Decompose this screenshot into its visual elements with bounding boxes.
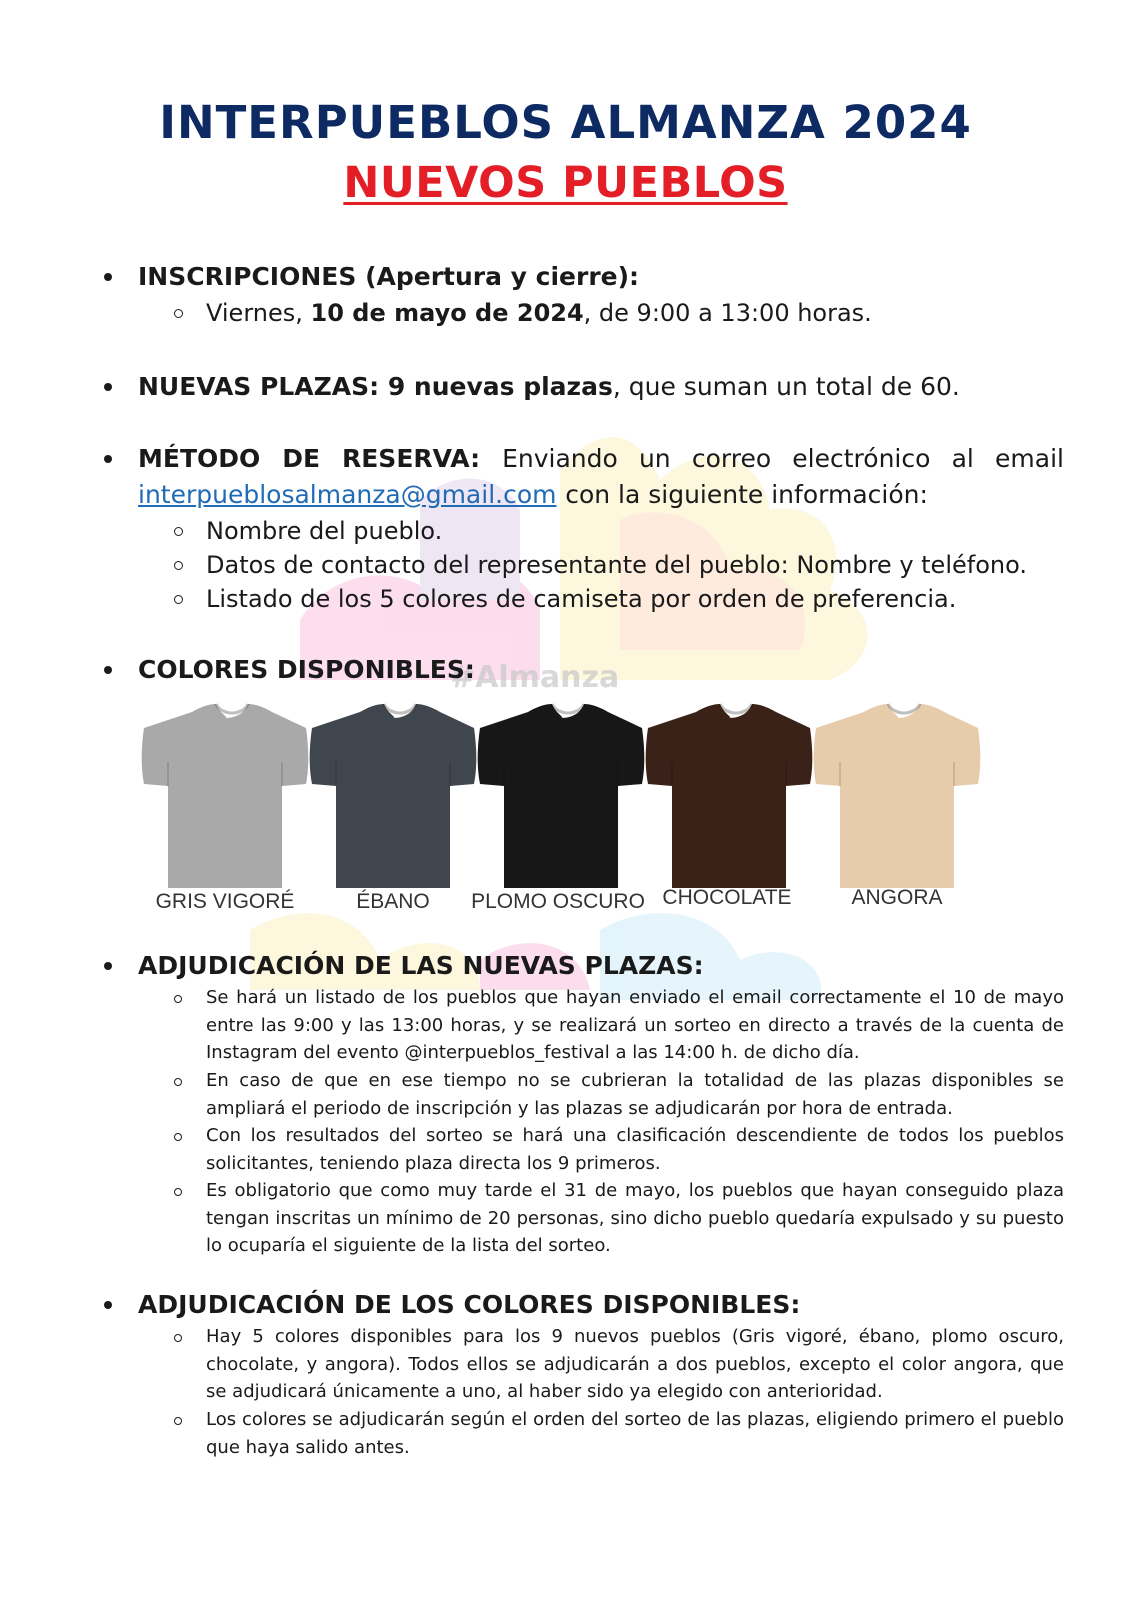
tshirt-icon: [812, 702, 982, 894]
inscripciones-date: 10 de mayo de 2024: [310, 299, 584, 327]
section-adjudicacion-colores: ADJUDICACIÓN DE LOS COLORES DISPONIBLES: Hay 5 colores disponibles para los 9 nuevos pueblos (Gris vigoré, ébano, plomo oscuro, chocolate, y angora). Todos ellos se adjudicarán a dos pueblos, excepto el color angora, que se adjudicará únicamente a uno, al haber sido ya elegido con anterioridad. Los colores se adjudicarán según el orden del sorteo de las plazas, eligiendo primero el pueblo que haya salido antes.: [104, 1287, 1064, 1477]
bullet-icon: [104, 1301, 112, 1309]
tshirt-chocolate: [644, 702, 814, 894]
tshirt-icon: [644, 702, 814, 894]
page-subtitle: NUEVOS PUEBLOS: [343, 158, 788, 208]
tshirt-icon: [140, 702, 310, 894]
tshirt-label: ANGORA: [851, 886, 943, 909]
colores-heading: COLORES DISPONIBLES:: [138, 655, 475, 684]
tshirt-collar: [552, 704, 584, 713]
almanza-watermark-text: #Almanza: [450, 660, 620, 695]
adjudicacion-plazas-heading: ADJUDICACIÓN DE LAS NUEVAS PLAZAS:: [138, 951, 704, 980]
circle-bullet-icon: [174, 595, 183, 604]
tshirt-body: [310, 704, 477, 888]
bullet-icon: [104, 383, 112, 391]
plazas-rest: , que suman un total de 60.: [612, 372, 960, 401]
tshirt-label: PLOMO OSCURO: [471, 890, 645, 913]
tshirt-icon: [476, 702, 646, 894]
tshirt-angora: [812, 702, 982, 894]
bullet-icon: [104, 962, 112, 970]
circle-bullet-icon: [174, 1133, 182, 1141]
section-inscripciones: INSCRIPCIONES (Apertura y cierre): Viernes, 10 de mayo de 2024, de 9:00 a 13:00 horas.: [104, 259, 1064, 339]
tshirt-collar: [384, 704, 416, 713]
section-colores: [104, 652, 1064, 692]
tshirt-collar: [216, 704, 248, 713]
circle-bullet-icon: [174, 1078, 182, 1086]
tshirt-label: ÉBANO: [356, 890, 430, 913]
tshirt-collar: [720, 704, 752, 713]
inscripciones-heading: INSCRIPCIONES (Apertura y cierre):: [138, 262, 640, 291]
section-nuevas-plazas: [104, 369, 1064, 409]
circle-bullet-icon: [174, 995, 182, 1003]
tshirt-body: [142, 704, 309, 888]
tshirt-collar: [888, 704, 920, 713]
tshirt-icon: [308, 702, 478, 894]
metodo-intro-post: con la siguiente información:: [565, 480, 928, 509]
tshirt-color-gallery: [130, 702, 1010, 932]
bullet-icon: [104, 273, 112, 281]
circle-bullet-icon: [174, 561, 183, 570]
circle-bullet-icon: [174, 1417, 182, 1425]
bullet-icon: [104, 666, 112, 674]
tshirt-plomo-oscuro: [476, 702, 646, 894]
page-title: INTERPUEBLOS ALMANZA 2024: [159, 96, 972, 149]
tshirt-label: GRIS VIGORÉ: [155, 890, 295, 913]
plazas-heading: NUEVAS PLAZAS:: [138, 372, 380, 401]
tshirt-label: CHOCOLATE: [662, 886, 792, 909]
circle-bullet-icon: [174, 309, 183, 318]
adjudicacion-colores-heading: ADJUDICACIÓN DE LOS COLORES DISPONIBLES:: [138, 1290, 801, 1319]
circle-bullet-icon: [174, 1188, 182, 1196]
tshirt-gris-vigore: [140, 702, 310, 894]
section-metodo-reserva: MÉTODO DE RESERVA: Enviando un correo electrónico al email interpueblosalmanza@gmail.com con la siguiente información: Nombre del pueblo. Datos de contacto del representante del pueblo: Nombre y teléfono. Listado de los 5 colores de camiseta por orden de preferencia.: [104, 441, 1064, 621]
tshirt-body: [478, 704, 645, 888]
tshirt-body: [646, 704, 813, 888]
circle-bullet-icon: [174, 527, 183, 536]
plazas-bold: 9 nuevas plazas: [387, 372, 613, 401]
tshirt-body: [814, 704, 981, 888]
circle-bullet-icon: [174, 1334, 182, 1342]
metodo-intro: Enviando un correo electrónico al email: [502, 444, 1064, 473]
email-link[interactable]: interpueblosalmanza@gmail.com: [138, 480, 557, 509]
bullet-icon: [104, 455, 112, 463]
metodo-heading: MÉTODO DE RESERVA:: [138, 444, 481, 473]
section-adjudicacion-plazas: ADJUDICACIÓN DE LAS NUEVAS PLAZAS: Se hará un listado de los pueblos que hayan enviado el email correctamente el 10 de mayo entre las 9:00 y las 13:00 horas, y se realizará un sorteo en directo a través de la cuenta de Instagram del evento @interpueblos_festival a las 14:00 h. de dicho día. En caso de que en ese tiempo no se cubrieran la totalidad de las plazas disponibles se ampliará el periodo de inscripción y las plazas se adjudicarán por hora de entrada. Con los resultados del sorteo se hará una clasificación descendiente de todos los pueblos solicitantes, teniendo plaza directa los 9 primeros. Es obligatorio que como muy tarde el 31 de mayo, los pueblos que hayan conseguido plaza tengan inscritas un mínimo de 20 personas, sino dicho pueblo quedaría expulsado y su puesto lo ocuparía el siguiente de la lista del sorteo.: [104, 948, 1064, 1248]
tshirt-ebano: [308, 702, 478, 894]
